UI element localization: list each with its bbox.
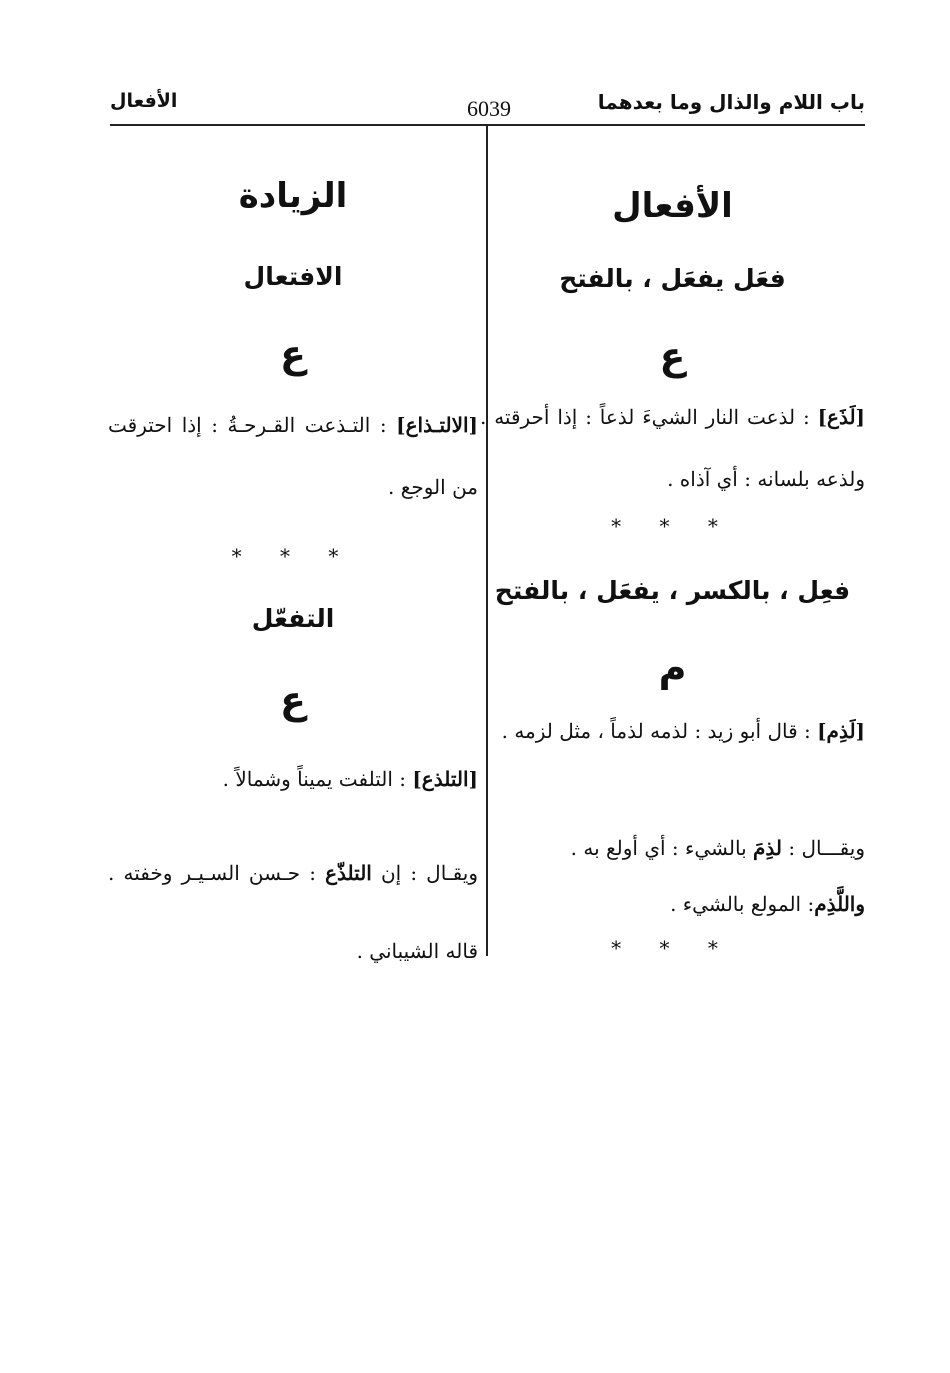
letter-heading: ع <box>280 678 306 722</box>
pattern-heading: فعَل يفعَل ، بالفتح <box>559 264 786 293</box>
entry-text: : المولع بالشيء . <box>670 892 815 916</box>
entry-paragraph <box>108 394 478 518</box>
section-separator: * * * <box>611 936 734 960</box>
entry-paragraph <box>480 386 865 510</box>
entry-paragraph <box>108 834 478 990</box>
entry-headword: [التلذع] <box>412 767 478 791</box>
entry-headword: [لَذِم] <box>817 719 865 743</box>
page-number: 6039 <box>467 96 511 121</box>
entry-headword: لذِمَ <box>753 836 782 860</box>
entry-paragraph <box>108 748 478 810</box>
section-separator: * * * <box>611 514 734 538</box>
entry-text: : التـذعت القـرحـةُ : إذا احترقت من الوجع . <box>108 413 478 499</box>
chapter-title: باب اللام والذال وما بعدهما <box>597 90 865 114</box>
entry-text: : التلفت يميناً وشمالاً . <box>222 767 406 791</box>
entry-text: : حـسن السـيـر وخفته . قاله الشيباني . <box>108 861 478 963</box>
entry-text: : لذعت النار الشيءَ لذعاً : إذا أحرقته . ولذعه بلسانه : أي آذاه . <box>480 405 865 491</box>
entry-headword: [الالتـذاع] <box>396 413 479 437</box>
entry-headword: واللَّذِم <box>814 892 865 916</box>
entry-paragraph <box>480 820 865 932</box>
section-title: الأفعال <box>110 90 178 112</box>
section-separator: * * * <box>231 544 355 568</box>
entry-text: بالشيء : أي أولع به . <box>570 836 747 860</box>
pattern-heading: فعِل ، بالكسر ، يفعَل ، بالفتح <box>494 576 851 605</box>
letter-heading: م <box>658 646 687 690</box>
section-heading: الأفعال <box>612 186 733 226</box>
entry-text: ويقـــال : <box>788 836 865 860</box>
entry-paragraph <box>480 700 865 762</box>
entry-headword: التلذّع <box>325 861 372 885</box>
entry-headword: [لَذَع] <box>817 405 866 429</box>
pattern-heading: الافتعال <box>243 262 343 291</box>
section-heading: الزيادة <box>238 176 348 216</box>
entry-text: ويقـال : إن <box>380 861 478 885</box>
pattern-heading: التفعّل <box>251 604 335 633</box>
running-header <box>110 82 865 122</box>
letter-heading: ع <box>280 332 306 376</box>
letter-heading: ع <box>659 334 686 378</box>
entry-text: : قال أبو زيد : لذمه لذماً ، مثل لزمه . <box>501 719 811 743</box>
